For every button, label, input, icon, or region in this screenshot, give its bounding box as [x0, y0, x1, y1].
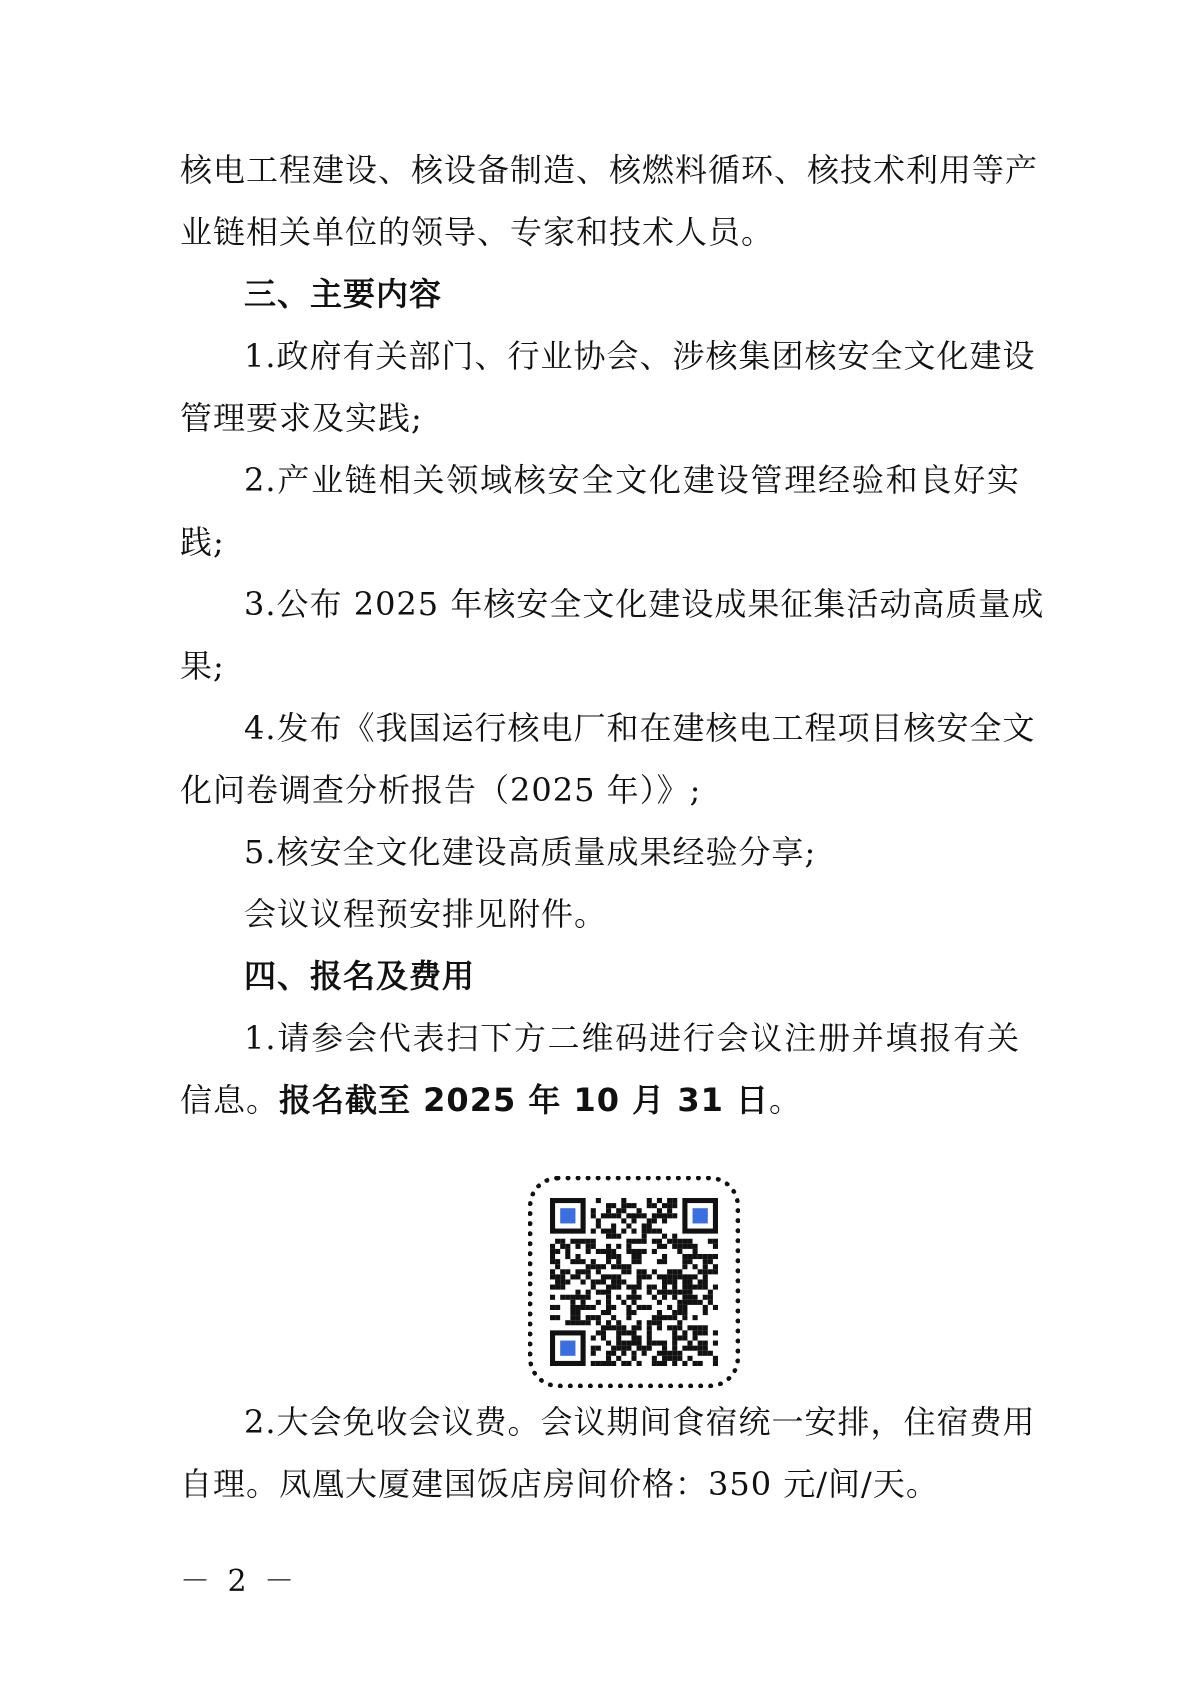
registration-line: 1.请参会代表扫下方二维码进行会议注册并填报有关	[244, 1019, 1020, 1057]
registration-info-text: 信息。	[180, 1081, 280, 1119]
qr-finder-top-left	[550, 1198, 586, 1234]
list-item-3: 3.公布 2025 年核安全文化建设成果征集活动高质量成	[244, 585, 1045, 623]
page-number: － 2 －	[180, 1564, 299, 1599]
registration-deadline: 报名截至 2025 年 10 月 31 日	[279, 1081, 769, 1119]
list-item-1: 1.政府有关部门、行业协会、涉核集团核安全文化建设	[244, 337, 1036, 375]
qr-finder-bottom-left	[550, 1330, 586, 1366]
list-item-3-cont: 果;	[180, 647, 225, 685]
list-item-2-cont: 践;	[180, 523, 225, 561]
registration-line-2	[180, 1080, 802, 1120]
list-item-4: 4.发布《我国运行核电厂和在建核电工程项目核安全文	[244, 709, 1036, 747]
qr-code-frame[interactable]	[528, 1176, 740, 1388]
section-heading-content: 三、主要内容	[244, 275, 443, 313]
fee-line: 2.大会免收会议费。会议期间食宿统一安排，住宿费用	[244, 1403, 1036, 1441]
qr-finder-top-right	[682, 1198, 718, 1234]
list-item-4-cont: 化问卷调查分析报告（2025 年）》;	[180, 771, 702, 809]
agenda-note: 会议议程预安排见附件。	[244, 895, 608, 933]
paragraph-line: 核电工程建设、核设备制造、核燃料循环、核技术利用等产	[180, 151, 1039, 189]
list-item-2: 2.产业链相关领域核安全文化建设管理经验和良好实	[244, 461, 1020, 499]
registration-period: 。	[769, 1081, 803, 1119]
fee-line-2: 自理。凤凰大厦建国饭店房间价格：350 元/间/天。	[180, 1465, 939, 1503]
qr-code-icon[interactable]	[550, 1198, 718, 1366]
list-item-1-cont: 管理要求及实践;	[180, 399, 423, 437]
paragraph-line: 业链相关单位的领导、专家和技术人员。	[180, 213, 775, 251]
section-heading-registration: 四、报名及费用	[244, 957, 476, 995]
list-item-5: 5.核安全文化建设高质量成果经验分享;	[244, 833, 817, 871]
